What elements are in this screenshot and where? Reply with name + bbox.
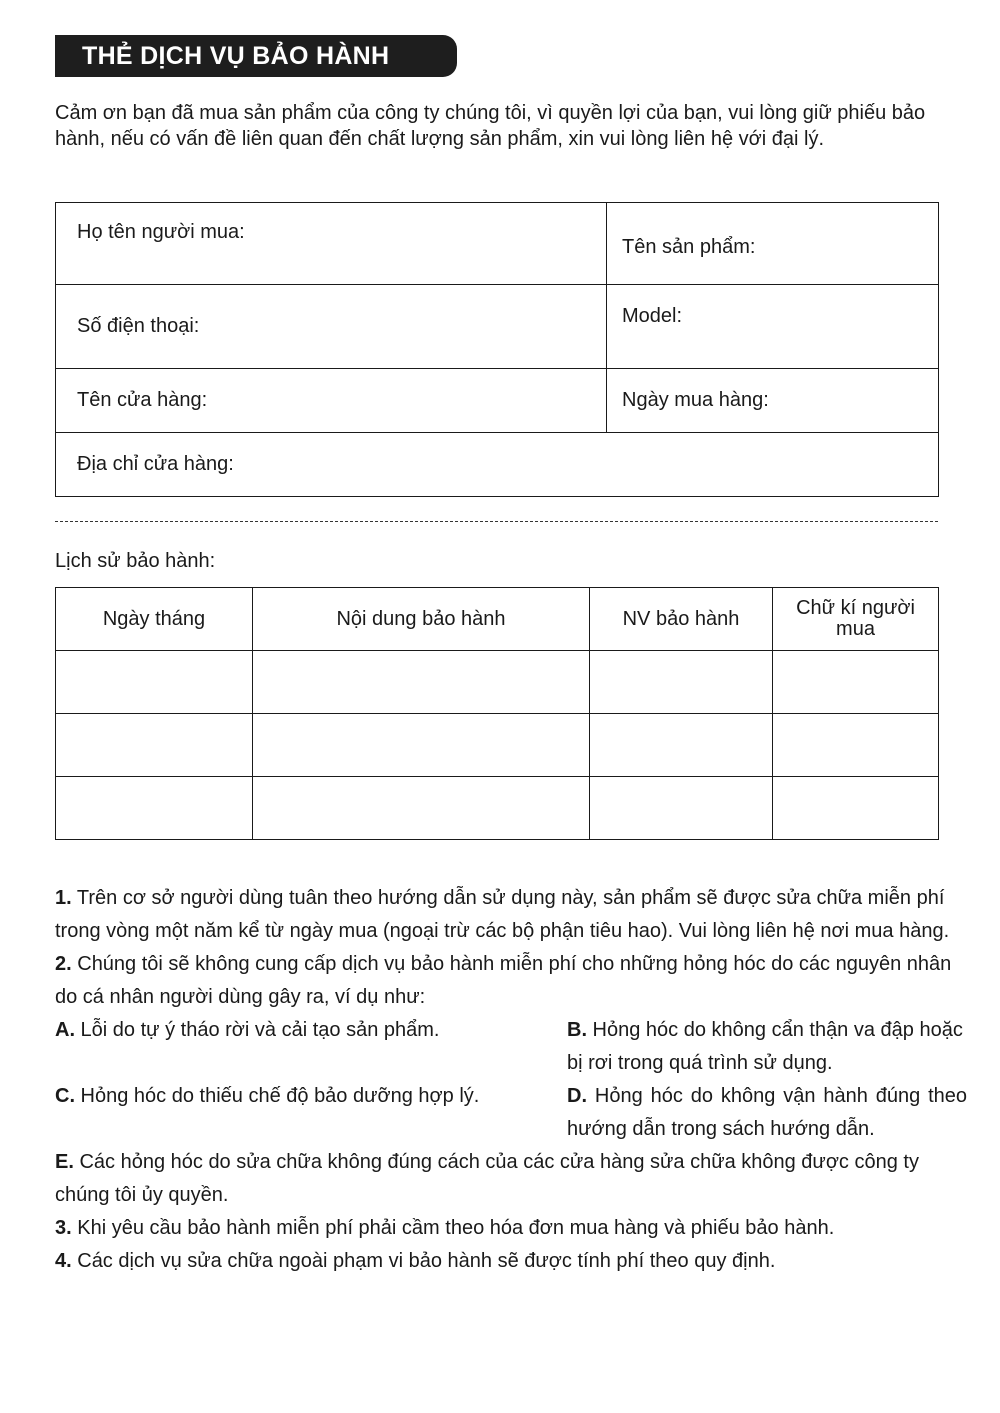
table-cell: [773, 777, 939, 840]
table-cell: [253, 651, 590, 714]
table-cell: [773, 714, 939, 777]
term-letter: E.: [55, 1151, 74, 1173]
term-letter: C.: [55, 1085, 75, 1107]
table-cell: [590, 777, 773, 840]
purchase-date-field: Ngày mua hàng:: [607, 369, 939, 433]
term-2: [55, 948, 967, 1014]
term-number: 1.: [55, 887, 72, 909]
store-address-field: Địa chỉ cửa hàng:: [56, 433, 939, 497]
term-e: [55, 1146, 967, 1212]
term-text: Các dịch vụ sửa chữa ngoài phạm vi bảo hành sẽ được tính phí theo quy định.: [71, 1250, 776, 1272]
term-a: [55, 1014, 550, 1080]
term-text: Các hỏng hóc do sửa chữa không đúng cách của các cửa hàng sửa chữa không được công ty chúng tôi ủy quyền.: [55, 1151, 919, 1206]
table-cell: [56, 714, 253, 777]
warranty-terms: [55, 882, 967, 1278]
terms-cd-row: [55, 1080, 967, 1146]
product-name-field: Tên sản phẩm:: [607, 203, 939, 285]
term-text: Hỏng hóc do không cẩn thận va đập hoặc bị rơi trong quá trình sử dụng.: [567, 1019, 963, 1074]
card-title: THẺ DỊCH VỤ BẢO HÀNH: [55, 35, 457, 77]
table-cell: [56, 777, 253, 840]
term-number: 4.: [55, 1250, 72, 1272]
term-c: [55, 1080, 550, 1146]
header-date: Ngày tháng: [56, 588, 253, 651]
table-cell: [773, 651, 939, 714]
warranty-history-table: [55, 587, 939, 840]
header-signature: Chữ kí người mua: [773, 588, 939, 651]
history-label: Lịch sử bảo hành:: [55, 550, 216, 572]
phone-field: Số điện thoại:: [56, 285, 607, 369]
term-text: Chúng tôi sẽ không cung cấp dịch vụ bảo hành miễn phí cho những hỏng hóc do các nguyên nhân do cá nhân người dùng gây ra, ví dụ như:: [55, 953, 952, 1008]
term-text: Hỏng hóc do thiếu chế độ bảo dưỡng hợp lý.: [75, 1085, 480, 1107]
term-d: [567, 1080, 967, 1146]
customer-info-table: [55, 202, 939, 497]
term-4: [55, 1245, 967, 1278]
term-text: Khi yêu cầu bảo hành miễn phí phải cầm theo hóa đơn mua hàng và phiếu bảo hành.: [71, 1217, 835, 1239]
term-number: 2.: [55, 953, 72, 975]
store-name-field: Tên cửa hàng:: [56, 369, 607, 433]
table-row: [56, 777, 939, 840]
term-text: Hỏng hóc do không vận hành đúng theo hướng dẫn trong sách hướng dẫn.: [567, 1085, 967, 1140]
cut-line: [55, 521, 938, 522]
history-header-row: [56, 588, 939, 651]
buyer-name-field: Họ tên người mua:: [56, 203, 607, 285]
header-staff: NV bảo hành: [590, 588, 773, 651]
term-3: [55, 1212, 967, 1245]
intro-text: Cảm ơn bạn đã mua sản phẩm của công ty chúng tôi, vì quyền lợi của bạn, vui lòng giữ phiếu bảo hành, nếu có vấn đề liên quan đến chất lượng sản phẩm, xin vui lòng liên hệ với đại lý.: [55, 102, 926, 150]
term-letter: D.: [567, 1085, 587, 1107]
table-row: [56, 714, 939, 777]
table-cell: [253, 777, 590, 840]
table-cell: [253, 714, 590, 777]
table-row: [56, 651, 939, 714]
term-text: Trên cơ sở người dùng tuân theo hướng dẫn sử dụng này, sản phẩm sẽ được sửa chữa miễn phí trong vòng một năm kể từ ngày mua (ngoại trừ các bộ phận tiêu hao). Vui lòng liên hệ nơi mua hàng.: [55, 887, 950, 942]
table-cell: [56, 651, 253, 714]
table-cell: [590, 651, 773, 714]
header-content: Nội dung bảo hành: [253, 588, 590, 651]
term-1: [55, 882, 967, 948]
term-number: 3.: [55, 1217, 72, 1239]
terms-ab-row: [55, 1014, 967, 1080]
term-letter: A.: [55, 1019, 75, 1041]
table-cell: [590, 714, 773, 777]
model-field: Model:: [607, 285, 939, 369]
term-text: Lỗi do tự ý tháo rời và cải tạo sản phẩm.: [75, 1019, 440, 1041]
term-letter: B.: [567, 1019, 587, 1041]
term-b: [567, 1014, 967, 1080]
